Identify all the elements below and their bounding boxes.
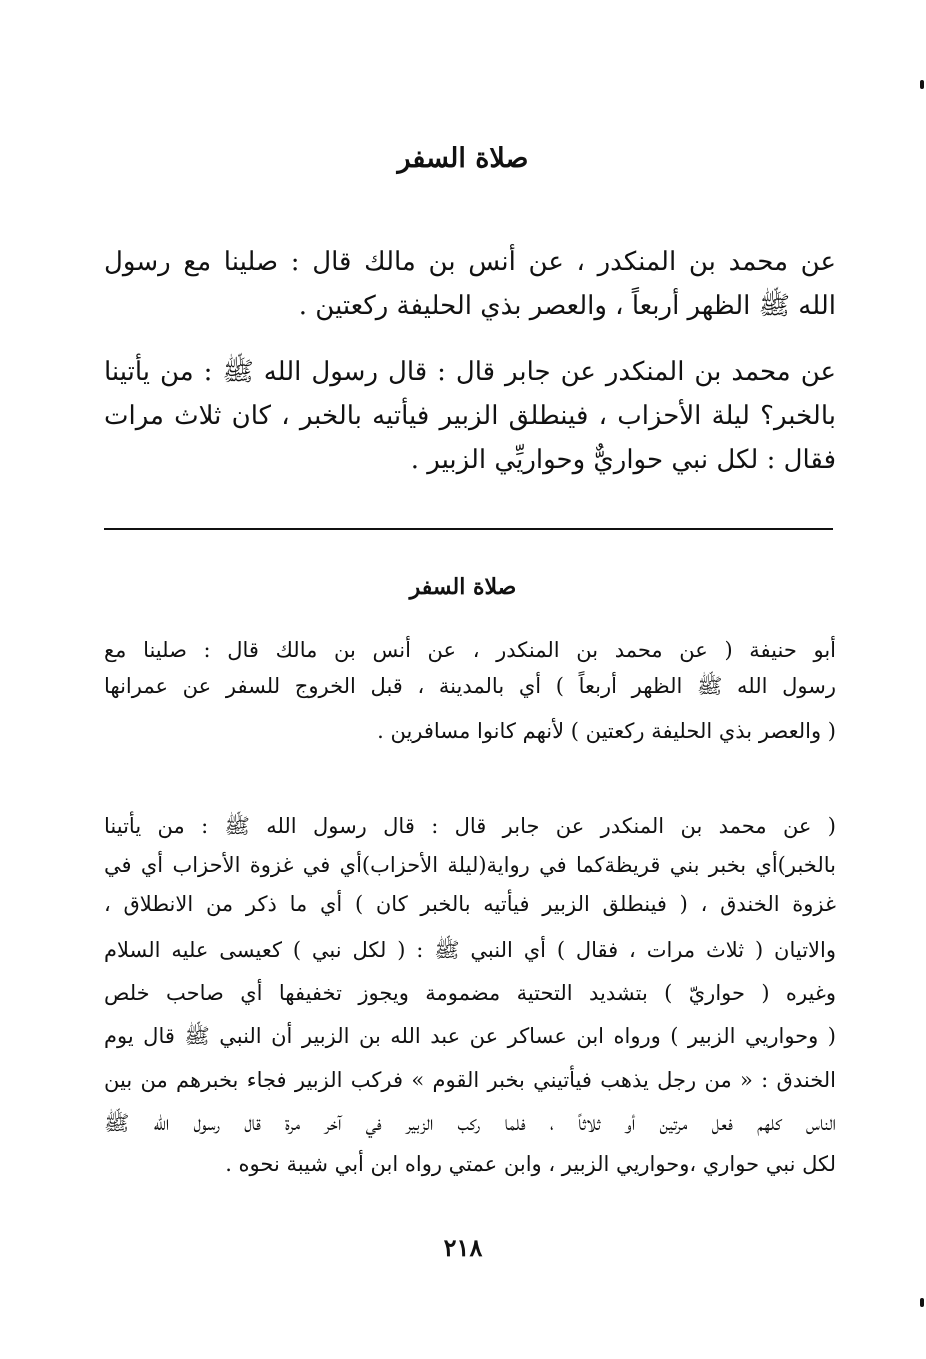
hadith-line: بالخبر؟ ليلة الأحزاب ، فينطلق الزبير فيأتيه بالخبر ، كان ثلاث مرات xyxy=(104,401,836,431)
commentary-line: لكل نبي حواري ،وحواريي الزبير ، وابن عمتي رواه ابن أبي شيبة نحوه . xyxy=(225,1152,836,1176)
hadith-line: عن محمد بن المنكدر ، عن أنس بن مالك قال : صلينا مع رسول xyxy=(104,247,836,277)
hadith-line: الله ﷺ الظهر أربعاً ، والعصر بذي الحليفة ركعتين . xyxy=(298,291,836,321)
hadith-line: فقال : لكل نبي حواريٌّ وحواريِّي الزبير . xyxy=(410,445,836,475)
commentary-line: ( عن محمد بن المنكدر عن جابر قال : قال رسول الله ﷺ : من يأتينا xyxy=(104,814,836,838)
commentary-line: ( وحواريي الزبير ) ورواه ابن عساكر عن عبد الله بن الزبير أن النبي ﷺ قال يوم xyxy=(104,1024,836,1048)
page-title: صلاة السفر xyxy=(397,143,529,174)
commentary-line: رسول الله ﷺ الظهر أربعاً ) أي بالمدينة ، قبل الخروج للسفر عن عمرانها xyxy=(104,674,836,698)
commentary-line: ( والعصر بذي الحليفة ركعتين ) لأنهم كانوا مسافرين . xyxy=(377,719,836,743)
hadith-line: عن محمد بن المنكدر عن جابر قال : قال رسول الله ﷺ : من يأتينا xyxy=(104,357,836,387)
scan-mark xyxy=(920,1298,924,1307)
commentary-line: وغيره ( حواريّ ) بتشديد التحتية مضمومة ويجوز تخفيفها أي صاحب خلص xyxy=(104,981,836,1005)
commentary-line: الناس كلهم فعل مرتين أو ثلاثاً ، فلما ركب الزبير في آخر مرة قال رسول الله ﷺ xyxy=(104,1111,836,1135)
scan-mark xyxy=(920,80,924,89)
commentary-line: أبو حنيفة ( عن محمد بن المنكدر ، عن أنس بن مالك قال : صلينا مع xyxy=(104,638,836,662)
commentary-line: الخندق : « من رجل يذهب فيأتيني بخبر القوم » فركب الزبير فجاء بخبرهم من بين xyxy=(104,1068,836,1092)
commentary-line: والاتيان ( ثلاث مرات ، فقال ) أي النبي ﷺ : ( لكل نبي ) كعيسى عليه السلام xyxy=(104,938,836,962)
section-divider xyxy=(104,528,833,530)
commentary-line: غزوة الخندق ، ( فينطلق الزبير فيأتيه بالخبر كان ) أي ما ذكر من الانطلاق ، xyxy=(104,892,836,916)
commentary-title: صلاة السفر xyxy=(409,574,517,600)
page-number: ٢١٨ xyxy=(443,1233,483,1262)
commentary-line: بالخبر)أي بخبر بني قريظةكما في رواية(ليلة الأحزاب)أي في غزوة الأحزاب أي في xyxy=(104,853,836,877)
